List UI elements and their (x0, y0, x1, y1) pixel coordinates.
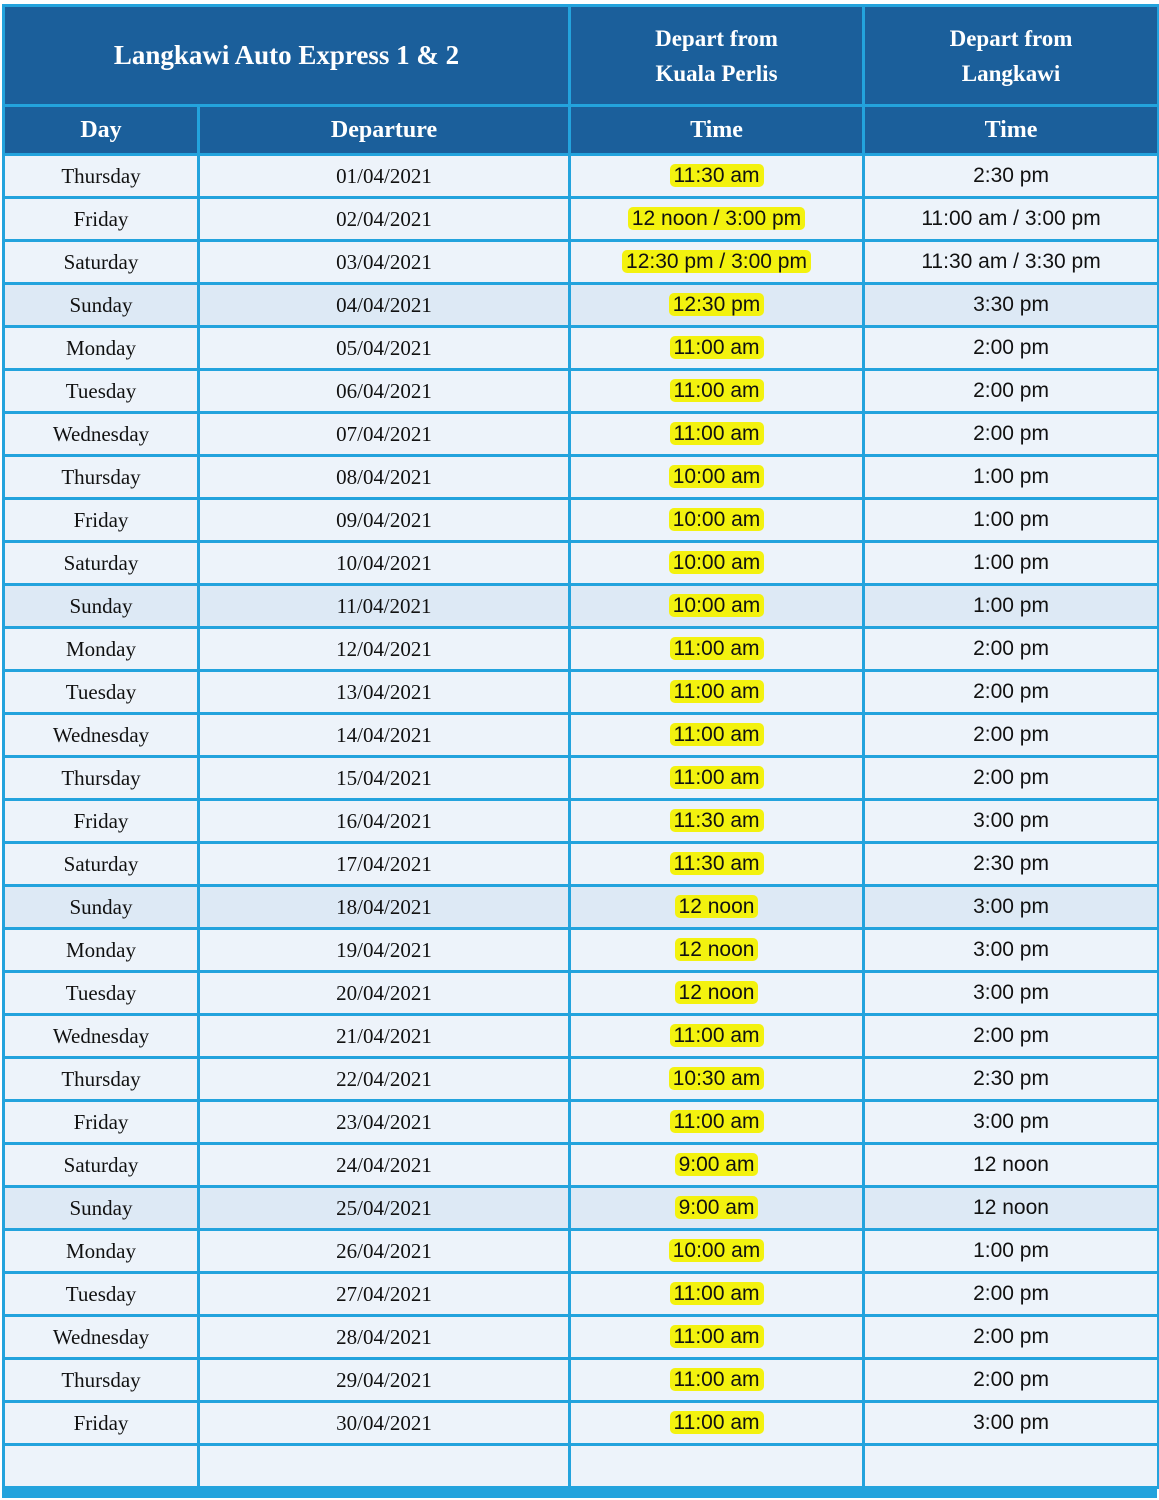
cell-time-langkawi: 11:30 am / 3:30 pm (864, 241, 1159, 284)
table-row (4, 284, 1159, 327)
table-row (4, 1316, 1159, 1359)
cell-departure-date: 07/04/2021 (199, 413, 570, 456)
cell-time-kuala-perlis (570, 327, 864, 370)
cell-day: Saturday (4, 241, 199, 284)
empty-cell (199, 1445, 570, 1488)
cell-departure-date: 05/04/2021 (199, 327, 570, 370)
table-row (4, 542, 1159, 585)
cell-departure-date: 30/04/2021 (199, 1402, 570, 1445)
cell-time-langkawi: 2:00 pm (864, 1316, 1159, 1359)
cell-time-kuala-perlis (570, 370, 864, 413)
cell-time-langkawi: 3:00 pm (864, 972, 1159, 1015)
cell-time-kuala-perlis (570, 155, 864, 198)
cell-time-kuala-perlis (570, 714, 864, 757)
cell-time-kuala-perlis (570, 757, 864, 800)
empty-cell (864, 1445, 1159, 1488)
cell-time-kuala-perlis (570, 1316, 864, 1359)
highlighted-time: 11:00 am (670, 680, 764, 703)
highlighted-time: 11:00 am (670, 1368, 764, 1391)
table-row (4, 800, 1159, 843)
table-row (4, 757, 1159, 800)
cell-time-langkawi: 3:00 pm (864, 800, 1159, 843)
cell-time-langkawi: 2:30 pm (864, 155, 1159, 198)
highlighted-time: 11:00 am (670, 723, 764, 746)
table-row (4, 327, 1159, 370)
cell-departure-date: 22/04/2021 (199, 1058, 570, 1101)
cell-departure-date: 24/04/2021 (199, 1144, 570, 1187)
cell-departure-date: 18/04/2021 (199, 886, 570, 929)
table-row (4, 1144, 1159, 1187)
table-row (4, 1402, 1159, 1445)
cell-departure-date: 14/04/2021 (199, 714, 570, 757)
cell-time-langkawi: 2:00 pm (864, 714, 1159, 757)
cell-time-kuala-perlis (570, 1273, 864, 1316)
highlighted-time: 11:00 am (670, 1024, 764, 1047)
header-depart-langkawi (864, 6, 1159, 106)
highlighted-time: 12 noon (675, 938, 759, 961)
cell-time-kuala-perlis (570, 1230, 864, 1273)
table-row (4, 1359, 1159, 1402)
empty-cell (570, 1445, 864, 1488)
cell-time-langkawi: 1:00 pm (864, 1230, 1159, 1273)
cell-departure-date: 13/04/2021 (199, 671, 570, 714)
table-row (4, 1015, 1159, 1058)
cell-time-langkawi: 2:00 pm (864, 327, 1159, 370)
highlighted-time: 9:00 am (675, 1153, 759, 1176)
table-row (4, 1187, 1159, 1230)
cell-departure-date: 15/04/2021 (199, 757, 570, 800)
cell-time-kuala-perlis (570, 671, 864, 714)
table-row (4, 714, 1159, 757)
cell-departure-date: 08/04/2021 (199, 456, 570, 499)
cell-time-langkawi: 3:30 pm (864, 284, 1159, 327)
cell-day: Wednesday (4, 413, 199, 456)
header-depart-kuala-perlis (570, 6, 864, 106)
cell-day: Wednesday (4, 1015, 199, 1058)
highlighted-time: 12 noon (675, 981, 759, 1004)
cell-departure-date: 04/04/2021 (199, 284, 570, 327)
cell-time-kuala-perlis (570, 241, 864, 284)
cell-time-langkawi: 2:00 pm (864, 1273, 1159, 1316)
cell-time-kuala-perlis (570, 628, 864, 671)
table-row (4, 370, 1159, 413)
cell-day: Sunday (4, 1187, 199, 1230)
cell-time-kuala-perlis (570, 972, 864, 1015)
schedule-table (2, 4, 1159, 1489)
cell-time-langkawi: 2:00 pm (864, 1015, 1159, 1058)
highlighted-time: 11:00 am (670, 422, 764, 445)
highlighted-time: 12:30 pm (669, 293, 765, 316)
cell-departure-date: 25/04/2021 (199, 1187, 570, 1230)
highlighted-time: 12:30 pm / 3:00 pm (622, 250, 811, 273)
highlighted-time: 12 noon / 3:00 pm (628, 207, 805, 230)
cell-departure-date: 02/04/2021 (199, 198, 570, 241)
cell-day: Tuesday (4, 972, 199, 1015)
cell-departure-date: 20/04/2021 (199, 972, 570, 1015)
table-row (4, 585, 1159, 628)
cell-departure-date: 19/04/2021 (199, 929, 570, 972)
table-row (4, 1230, 1159, 1273)
cell-departure-date: 09/04/2021 (199, 499, 570, 542)
cell-day: Tuesday (4, 370, 199, 413)
highlighted-time: 11:00 am (670, 766, 764, 789)
cell-time-langkawi: 1:00 pm (864, 585, 1159, 628)
cell-day: Saturday (4, 1144, 199, 1187)
table-row (4, 628, 1159, 671)
cell-departure-date: 16/04/2021 (199, 800, 570, 843)
table-row (4, 499, 1159, 542)
cell-time-langkawi: 11:00 am / 3:00 pm (864, 198, 1159, 241)
cell-time-kuala-perlis (570, 843, 864, 886)
highlighted-time: 11:00 am (670, 379, 764, 402)
schedule-body (4, 155, 1159, 1488)
table-row (4, 671, 1159, 714)
cell-time-langkawi: 3:00 pm (864, 929, 1159, 972)
cell-day: Monday (4, 1230, 199, 1273)
cell-departure-date: 17/04/2021 (199, 843, 570, 886)
cell-time-langkawi: 2:30 pm (864, 843, 1159, 886)
cell-day: Friday (4, 1101, 199, 1144)
highlighted-time: 11:00 am (670, 1411, 764, 1434)
cell-time-langkawi: 2:30 pm (864, 1058, 1159, 1101)
cell-day: Saturday (4, 843, 199, 886)
highlighted-time: 10:00 am (669, 551, 765, 574)
cell-day: Thursday (4, 1359, 199, 1402)
cell-day: Friday (4, 1402, 199, 1445)
cell-day: Saturday (4, 542, 199, 585)
cell-day: Monday (4, 327, 199, 370)
cell-time-kuala-perlis (570, 1058, 864, 1101)
cell-time-langkawi: 3:00 pm (864, 1402, 1159, 1445)
highlighted-time: 11:00 am (670, 637, 764, 660)
cell-time-langkawi: 2:00 pm (864, 413, 1159, 456)
cell-time-kuala-perlis (570, 499, 864, 542)
cell-day: Sunday (4, 284, 199, 327)
cell-time-langkawi: 3:00 pm (864, 1101, 1159, 1144)
table-row (4, 1101, 1159, 1144)
cell-time-langkawi: 12 noon (864, 1187, 1159, 1230)
cell-time-kuala-perlis (570, 800, 864, 843)
cell-departure-date: 10/04/2021 (199, 542, 570, 585)
cell-day: Sunday (4, 886, 199, 929)
cell-departure-date: 11/04/2021 (199, 585, 570, 628)
cell-day: Monday (4, 628, 199, 671)
cell-time-kuala-perlis (570, 1187, 864, 1230)
subheader-row (4, 106, 1159, 155)
cell-time-langkawi: 2:00 pm (864, 671, 1159, 714)
subheader-day: Day (4, 106, 199, 155)
highlighted-time: 12 noon (675, 895, 759, 918)
highlighted-time: 11:00 am (670, 336, 764, 359)
cell-time-langkawi: 12 noon (864, 1144, 1159, 1187)
table-row (4, 198, 1159, 241)
cell-time-langkawi: 2:00 pm (864, 370, 1159, 413)
table-row (4, 1273, 1159, 1316)
cell-time-kuala-perlis (570, 413, 864, 456)
subheader-time-langkawi: Time (864, 106, 1159, 155)
header-lk-line1: Depart from (949, 25, 1073, 51)
cell-day: Tuesday (4, 671, 199, 714)
cell-departure-date: 21/04/2021 (199, 1015, 570, 1058)
cell-time-langkawi: 2:00 pm (864, 757, 1159, 800)
cell-departure-date: 27/04/2021 (199, 1273, 570, 1316)
empty-row (4, 1445, 1159, 1488)
cell-day: Friday (4, 499, 199, 542)
ferry-schedule (2, 4, 1157, 1498)
table-row (4, 929, 1159, 972)
cell-day: Thursday (4, 456, 199, 499)
cell-time-kuala-perlis (570, 1144, 864, 1187)
cell-departure-date: 06/04/2021 (199, 370, 570, 413)
table-row (4, 456, 1159, 499)
highlighted-time: 11:00 am (670, 1282, 764, 1305)
cell-time-kuala-perlis (570, 585, 864, 628)
cell-time-kuala-perlis (570, 1101, 864, 1144)
highlighted-time: 11:30 am (670, 852, 764, 875)
table-row (4, 155, 1159, 198)
cell-time-langkawi: 1:00 pm (864, 456, 1159, 499)
cell-day: Thursday (4, 757, 199, 800)
header-kp-line2: Kuala Perlis (655, 60, 778, 86)
cell-time-langkawi: 3:00 pm (864, 886, 1159, 929)
highlighted-time: 10:00 am (669, 465, 765, 488)
cell-time-kuala-perlis (570, 456, 864, 499)
cell-time-kuala-perlis (570, 886, 864, 929)
cell-time-langkawi: 1:00 pm (864, 499, 1159, 542)
highlighted-time: 11:30 am (670, 164, 764, 187)
header-kp-line1: Depart from (655, 25, 778, 51)
cell-departure-date: 29/04/2021 (199, 1359, 570, 1402)
table-row (4, 843, 1159, 886)
subheader-time-kuala-perlis: Time (570, 106, 864, 155)
table-row (4, 241, 1159, 284)
highlighted-time: 10:00 am (669, 1239, 765, 1262)
cell-day: Wednesday (4, 1316, 199, 1359)
cell-time-kuala-perlis (570, 929, 864, 972)
cell-time-kuala-perlis (570, 198, 864, 241)
cell-departure-date: 23/04/2021 (199, 1101, 570, 1144)
highlighted-time: 11:30 am (670, 809, 764, 832)
cell-time-kuala-perlis (570, 1015, 864, 1058)
cell-departure-date: 26/04/2021 (199, 1230, 570, 1273)
table-title: Langkawi Auto Express 1 & 2 (4, 6, 570, 106)
cell-time-langkawi: 2:00 pm (864, 1359, 1159, 1402)
cell-time-kuala-perlis (570, 542, 864, 585)
header-lk-line2: Langkawi (961, 60, 1061, 86)
cell-day: Friday (4, 198, 199, 241)
empty-cell (4, 1445, 199, 1488)
cell-day: Tuesday (4, 1273, 199, 1316)
cell-day: Sunday (4, 585, 199, 628)
cell-departure-date: 12/04/2021 (199, 628, 570, 671)
cell-day: Thursday (4, 1058, 199, 1101)
highlighted-time: 11:00 am (670, 1325, 764, 1348)
cell-time-kuala-perlis (570, 284, 864, 327)
cell-day: Thursday (4, 155, 199, 198)
cell-day: Friday (4, 800, 199, 843)
cell-departure-date: 03/04/2021 (199, 241, 570, 284)
cell-day: Monday (4, 929, 199, 972)
highlighted-time: 10:00 am (669, 594, 765, 617)
cell-departure-date: 01/04/2021 (199, 155, 570, 198)
highlighted-time: 9:00 am (675, 1196, 759, 1219)
cell-time-kuala-perlis (570, 1359, 864, 1402)
highlighted-time: 10:00 am (669, 508, 765, 531)
cell-day: Wednesday (4, 714, 199, 757)
highlighted-time: 10:30 am (669, 1067, 765, 1090)
table-row (4, 886, 1159, 929)
table-row (4, 1058, 1159, 1101)
highlighted-time: 11:00 am (670, 1110, 764, 1133)
table-row (4, 413, 1159, 456)
table-row (4, 972, 1159, 1015)
cell-time-langkawi: 1:00 pm (864, 542, 1159, 585)
subheader-departure: Departure (199, 106, 570, 155)
cell-departure-date: 28/04/2021 (199, 1316, 570, 1359)
cell-time-kuala-perlis (570, 1402, 864, 1445)
header-row (4, 6, 1159, 106)
cell-time-langkawi: 2:00 pm (864, 628, 1159, 671)
